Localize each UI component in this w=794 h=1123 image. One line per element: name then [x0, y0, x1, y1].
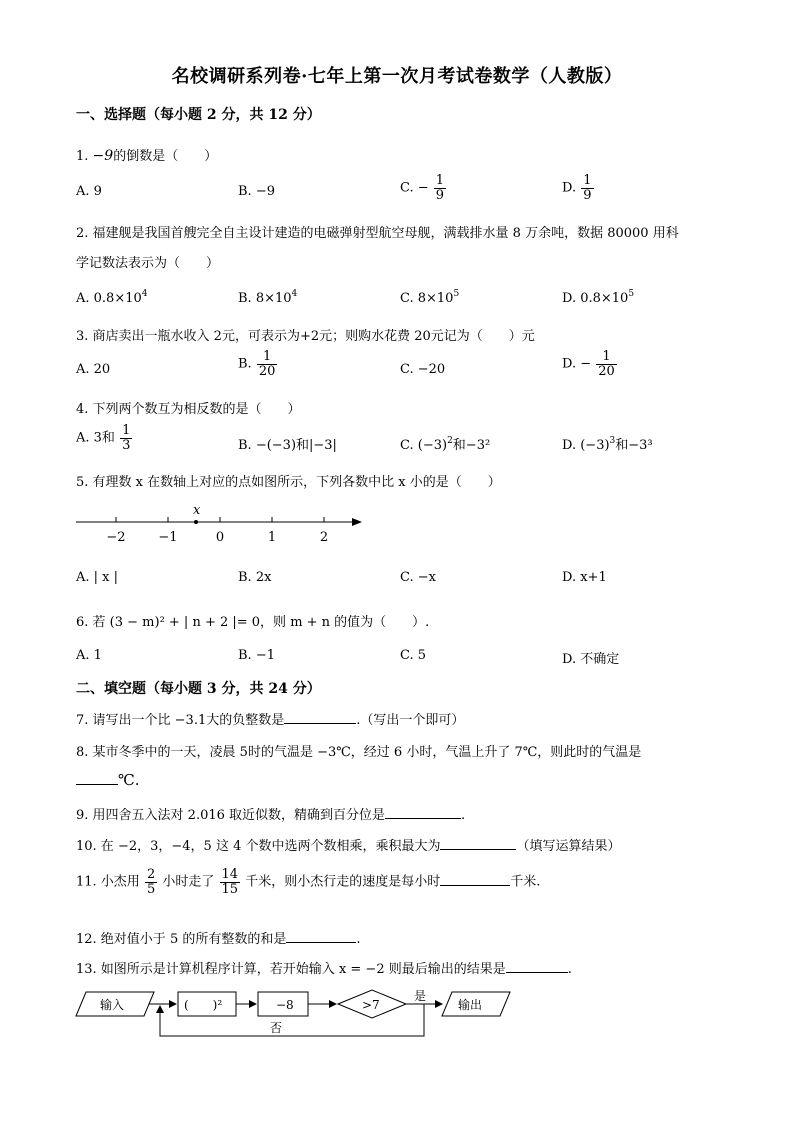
minus-label: −8: [276, 998, 294, 1012]
answer-blank[interactable]: [506, 960, 568, 973]
section-heading-fill: 二、填空题（每小题 3 分，共 24 分）: [76, 681, 321, 697]
tick-label: −1: [158, 530, 178, 545]
question-2-line-2: 学记数法表示为（ ）: [76, 256, 220, 271]
option-a[interactable]: A. | x |: [76, 570, 119, 585]
number-line: [70, 498, 380, 548]
option-d[interactable]: D. x+1: [562, 570, 607, 585]
fraction: $\frac{1}{3}$: [122, 423, 131, 453]
answer-blank[interactable]: [286, 930, 356, 943]
section-heading-choice: 一、选择题（每小题 2 分，共 12 分）: [76, 107, 321, 123]
question-7: 7. 请写出一个比 −3.1大的负整数是 .（写出一个即可）: [76, 713, 465, 728]
tick-label: −2: [106, 530, 126, 545]
option-d[interactable]: [562, 174, 595, 202]
option-b[interactable]: B. $\frac{1}{20}$: [238, 349, 276, 379]
question-8-line-1: 8. 某市冬季中的一天，凌晨 5时的气温是 −3℃，经过 6 小时，气温上升了 7℃，则此时的气温是: [76, 745, 642, 760]
option-d[interactable]: D. $(-3)^3$和−3³: [562, 436, 653, 453]
fraction: $\frac{1}{20}$: [598, 349, 615, 379]
question-1-stem: [76, 145, 217, 164]
tick-label: 0: [215, 530, 225, 545]
question-number: 1.: [76, 149, 89, 164]
option-a[interactable]: A. 1: [76, 648, 102, 663]
page-title: 名校调研系列卷·七年上第一次月考试卷数学（人教版）: [171, 66, 623, 87]
option-label: D.: [562, 180, 577, 196]
answer-blank[interactable]: [385, 806, 461, 819]
tick-label: 1: [267, 530, 277, 545]
option-b[interactable]: B. −1: [238, 648, 275, 663]
question-5-stem: 5. 有理数 x 在数轴上对应的点如图所示，下列各数中比 x 小的是（ ）: [76, 475, 501, 490]
option-c[interactable]: C. $8\times 10^5$: [400, 289, 460, 306]
output-label: 输出: [458, 998, 483, 1012]
option-d[interactable]: D. − $\frac{1}{20}$: [562, 349, 615, 379]
option-a[interactable]: A. 9: [76, 184, 102, 199]
fraction: $\frac{14}{15}$: [221, 867, 239, 897]
option-a[interactable]: A. $0.8\times 10^4$: [76, 289, 148, 306]
option-a[interactable]: A. 20: [76, 362, 111, 377]
tick-label: 2: [319, 530, 329, 545]
option-c[interactable]: C. 5: [400, 648, 427, 663]
option-b[interactable]: B. 2x: [238, 570, 272, 585]
option-c[interactable]: C. −20: [400, 362, 446, 377]
question-6-stem: 6. 若 (3 − m)² + | n + 2 |= 0，则 m + n 的值为（ ）.: [76, 615, 430, 630]
question-9: 9. 用四舍五入法对 2.016 取近似数，精确到百分位是 .: [76, 808, 466, 823]
input-label: 输入: [100, 998, 125, 1012]
fraction: $\frac{1}{9}$: [583, 173, 592, 203]
question-10: 10. 在 −2，3，−4，5 这 4 个数中选两个数相乘，乘积最大为 （填写运算结果）: [76, 839, 621, 854]
option-b[interactable]: B. −9: [238, 184, 275, 199]
square-label: ( )²: [184, 998, 223, 1012]
fraction: $\frac{2}{5}$: [146, 867, 156, 897]
question-text: 的倒数是（ ）: [113, 149, 218, 164]
fraction: $\frac{1}{20}$: [258, 349, 276, 379]
option-label: C. −: [400, 180, 429, 196]
option-c[interactable]: C. −x: [400, 570, 436, 585]
option-c[interactable]: [400, 174, 447, 202]
answer-blank[interactable]: [76, 772, 118, 785]
question-8-line-2: ℃.: [76, 771, 140, 789]
option-b[interactable]: B. $8\times 10^4$: [238, 289, 298, 306]
fraction: $\frac{1}{9}$: [435, 173, 445, 203]
no-label: 否: [270, 1021, 283, 1035]
question-3-stem: 3. 商店卖出一瓶水收入 2元，可表示为+2元；则购水花费 20元记为（ ）元: [76, 329, 535, 344]
answer-blank[interactable]: [440, 873, 510, 886]
question-4-stem: 4. 下列两个数互为相反数的是（ ）: [76, 402, 301, 417]
flowchart: [74, 986, 514, 1048]
answer-blank[interactable]: [440, 837, 516, 850]
point-x: [194, 520, 198, 524]
option-d[interactable]: D. 不确定: [562, 652, 620, 667]
compare-label: >7: [362, 998, 380, 1012]
option-d[interactable]: D. $0.8\times 10^5$: [562, 289, 635, 306]
point-label: x: [193, 503, 201, 518]
question-13: 13. 如图所示是计算机程序计算，若开始输入 x = −2 则最后输出的结果是 .: [76, 962, 572, 977]
expression: −9: [92, 148, 114, 164]
question-12: 12. 绝对值小于 5 的所有整数的和是 .: [76, 932, 361, 947]
option-c[interactable]: C. $(-3)^2$和−3²: [400, 436, 491, 453]
yes-label: 是: [414, 989, 427, 1003]
answer-blank[interactable]: [284, 711, 356, 724]
question-2-line-1: 2. 福建舰是我国首艘完全自主设计建造的电磁弹射型航空母舰，满载排水量 8 万余吨，数据 80000 用科: [76, 226, 679, 241]
arrow-icon: [352, 518, 362, 526]
option-b[interactable]: B. −(−3)和|−3|: [238, 438, 337, 453]
option-a[interactable]: A. 3和 $\frac{1}{3}$: [76, 423, 131, 453]
question-11: 11. 小杰用 $\frac{2}{5}$ 小时走了 $\frac{14}{15}$ 千米，则小杰行走的速度是每小时 千米.: [76, 867, 541, 897]
